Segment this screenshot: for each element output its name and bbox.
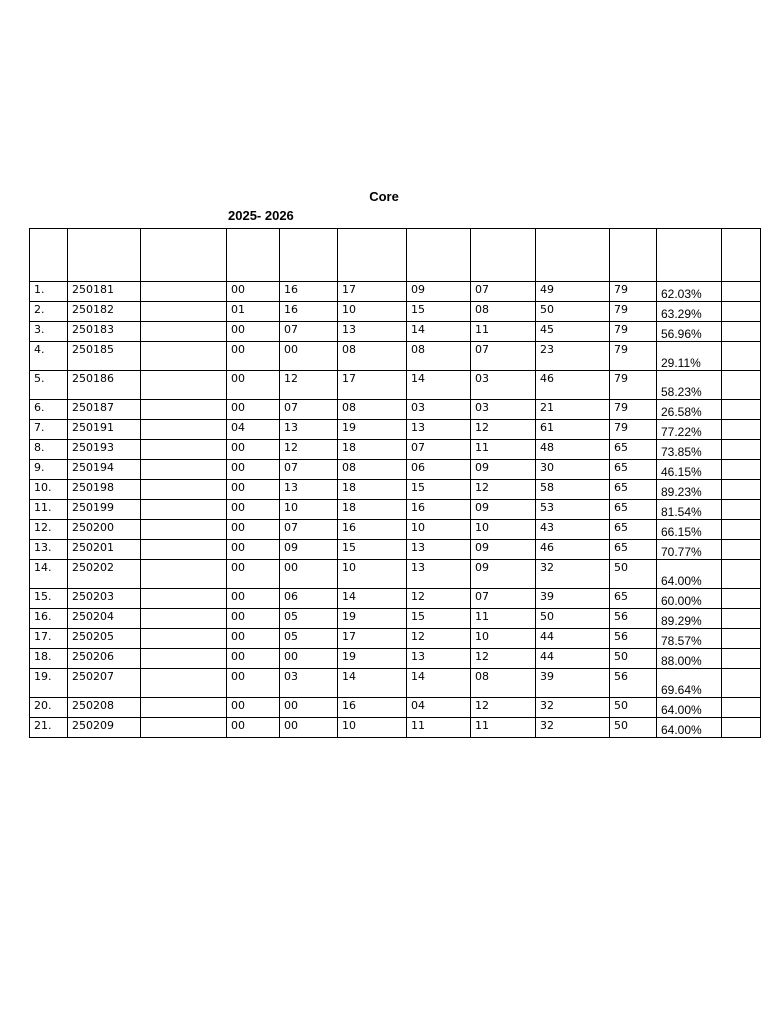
cell-max: 50 [610, 718, 657, 738]
cell-c2: 12 [280, 440, 338, 460]
table-row [30, 460, 761, 480]
cell-empty [722, 400, 761, 420]
header-subject: Core [369, 189, 399, 204]
column-header [280, 229, 338, 282]
cell-c4: 13 [407, 649, 471, 669]
cell-sr: 15. [30, 589, 68, 609]
cell-c2: 05 [280, 629, 338, 649]
cell-c5: 09 [471, 560, 536, 589]
cell-empty [722, 649, 761, 669]
cell-c4: 13 [407, 560, 471, 589]
cell-max: 65 [610, 520, 657, 540]
cell-sr: 10. [30, 480, 68, 500]
cell-c5: 10 [471, 520, 536, 540]
cell-name [141, 540, 227, 560]
cell-name [141, 520, 227, 540]
table-row [30, 698, 761, 718]
table-row [30, 560, 761, 589]
cell-total: 32 [536, 718, 610, 738]
cell-empty [722, 540, 761, 560]
cell-sr: 20. [30, 698, 68, 718]
cell-c4: 14 [407, 669, 471, 698]
cell-c1: 00 [227, 400, 280, 420]
cell-c5: 03 [471, 371, 536, 400]
cell-c1: 00 [227, 609, 280, 629]
cell-sr: 19. [30, 669, 68, 698]
cell-pct: 64.00% [657, 698, 722, 718]
cell-c1: 00 [227, 629, 280, 649]
cell-name [141, 629, 227, 649]
cell-sr: 17. [30, 629, 68, 649]
cell-name [141, 669, 227, 698]
cell-total: 45 [536, 322, 610, 342]
cell-empty [722, 460, 761, 480]
cell-c1: 00 [227, 371, 280, 400]
cell-c1: 00 [227, 649, 280, 669]
table-header-row [30, 229, 761, 282]
cell-sr: 8. [30, 440, 68, 460]
cell-name [141, 400, 227, 420]
cell-total: 39 [536, 669, 610, 698]
cell-pct: 60.00% [657, 589, 722, 609]
cell-c4: 09 [407, 282, 471, 302]
cell-c3: 08 [338, 342, 407, 371]
cell-max: 56 [610, 629, 657, 649]
cell-c5: 12 [471, 649, 536, 669]
table-row [30, 589, 761, 609]
cell-max: 65 [610, 500, 657, 520]
cell-name [141, 342, 227, 371]
cell-id: 250198 [68, 480, 141, 500]
cell-c3: 10 [338, 302, 407, 322]
cell-c3: 13 [338, 322, 407, 342]
cell-c2: 05 [280, 609, 338, 629]
cell-empty [722, 480, 761, 500]
cell-c5: 07 [471, 282, 536, 302]
cell-c2: 00 [280, 342, 338, 371]
cell-max: 79 [610, 371, 657, 400]
cell-c3: 17 [338, 282, 407, 302]
cell-c5: 09 [471, 500, 536, 520]
cell-id: 250201 [68, 540, 141, 560]
cell-name [141, 560, 227, 589]
cell-c3: 10 [338, 718, 407, 738]
column-header [68, 229, 141, 282]
cell-c5: 10 [471, 629, 536, 649]
cell-c2: 07 [280, 322, 338, 342]
column-header [471, 229, 536, 282]
cell-c1: 00 [227, 698, 280, 718]
cell-max: 79 [610, 342, 657, 371]
cell-c2: 13 [280, 480, 338, 500]
cell-c1: 00 [227, 589, 280, 609]
cell-id: 250193 [68, 440, 141, 460]
table-row [30, 282, 761, 302]
cell-max: 79 [610, 420, 657, 440]
column-header [536, 229, 610, 282]
cell-c3: 17 [338, 629, 407, 649]
cell-c4: 04 [407, 698, 471, 718]
cell-c3: 16 [338, 698, 407, 718]
cell-total: 49 [536, 282, 610, 302]
cell-max: 79 [610, 302, 657, 322]
cell-pct: 78.57% [657, 629, 722, 649]
cell-empty [722, 669, 761, 698]
table-row [30, 400, 761, 420]
cell-id: 250186 [68, 371, 141, 400]
cell-c3: 16 [338, 520, 407, 540]
cell-c1: 00 [227, 460, 280, 480]
cell-total: 44 [536, 629, 610, 649]
cell-empty [722, 322, 761, 342]
cell-id: 250199 [68, 500, 141, 520]
cell-name [141, 440, 227, 460]
cell-pct: 64.00% [657, 718, 722, 738]
cell-sr: 13. [30, 540, 68, 560]
cell-sr: 7. [30, 420, 68, 440]
column-header [30, 229, 68, 282]
cell-name [141, 698, 227, 718]
cell-c5: 03 [471, 400, 536, 420]
cell-id: 250194 [68, 460, 141, 480]
cell-c2: 07 [280, 520, 338, 540]
cell-name [141, 480, 227, 500]
cell-c3: 14 [338, 669, 407, 698]
cell-c2: 10 [280, 500, 338, 520]
cell-c3: 19 [338, 609, 407, 629]
cell-id: 250185 [68, 342, 141, 371]
cell-c5: 12 [471, 420, 536, 440]
cell-c3: 18 [338, 480, 407, 500]
cell-c4: 10 [407, 520, 471, 540]
cell-name [141, 500, 227, 520]
cell-sr: 3. [30, 322, 68, 342]
cell-total: 50 [536, 302, 610, 322]
cell-empty [722, 420, 761, 440]
cell-c5: 11 [471, 718, 536, 738]
cell-pct: 29.11% [657, 342, 722, 371]
cell-empty [722, 629, 761, 649]
cell-c4: 13 [407, 540, 471, 560]
cell-empty [722, 589, 761, 609]
cell-c4: 13 [407, 420, 471, 440]
cell-name [141, 282, 227, 302]
cell-total: 43 [536, 520, 610, 540]
cell-c2: 09 [280, 540, 338, 560]
cell-total: 48 [536, 440, 610, 460]
cell-c5: 11 [471, 322, 536, 342]
cell-sr: 6. [30, 400, 68, 420]
cell-total: 21 [536, 400, 610, 420]
cell-id: 250205 [68, 629, 141, 649]
table-row [30, 649, 761, 669]
cell-pct: 63.29% [657, 302, 722, 322]
cell-id: 250202 [68, 560, 141, 589]
cell-empty [722, 342, 761, 371]
cell-c5: 12 [471, 480, 536, 500]
cell-sr: 11. [30, 500, 68, 520]
cell-c1: 00 [227, 342, 280, 371]
cell-c3: 14 [338, 589, 407, 609]
cell-max: 65 [610, 480, 657, 500]
cell-c2: 12 [280, 371, 338, 400]
cell-pct: 62.03% [657, 282, 722, 302]
cell-pct: 77.22% [657, 420, 722, 440]
table-row [30, 440, 761, 460]
cell-empty [722, 500, 761, 520]
cell-pct: 89.23% [657, 480, 722, 500]
cell-pct: 58.23% [657, 371, 722, 400]
cell-c2: 06 [280, 589, 338, 609]
column-header [610, 229, 657, 282]
table-row [30, 322, 761, 342]
table-body [30, 282, 761, 738]
cell-sr: 12. [30, 520, 68, 540]
column-header [657, 229, 722, 282]
cell-max: 79 [610, 282, 657, 302]
cell-empty [722, 560, 761, 589]
cell-total: 46 [536, 540, 610, 560]
table-row [30, 500, 761, 520]
cell-id: 250209 [68, 718, 141, 738]
attendance-table [29, 228, 761, 738]
cell-total: 39 [536, 589, 610, 609]
cell-pct: 69.64% [657, 669, 722, 698]
cell-pct: 26.58% [657, 400, 722, 420]
cell-id: 250187 [68, 400, 141, 420]
cell-c4: 14 [407, 371, 471, 400]
cell-pct: 88.00% [657, 649, 722, 669]
cell-c2: 16 [280, 282, 338, 302]
cell-total: 53 [536, 500, 610, 520]
cell-sr: 4. [30, 342, 68, 371]
cell-c3: 18 [338, 440, 407, 460]
cell-c5: 07 [471, 589, 536, 609]
cell-c2: 03 [280, 669, 338, 698]
cell-c1: 01 [227, 302, 280, 322]
cell-total: 32 [536, 560, 610, 589]
cell-c4: 15 [407, 302, 471, 322]
cell-name [141, 420, 227, 440]
table-row [30, 520, 761, 540]
cell-id: 250203 [68, 589, 141, 609]
table-row [30, 420, 761, 440]
table-row [30, 540, 761, 560]
cell-id: 250191 [68, 420, 141, 440]
cell-max: 56 [610, 609, 657, 629]
cell-total: 32 [536, 698, 610, 718]
cell-id: 250200 [68, 520, 141, 540]
cell-c4: 08 [407, 342, 471, 371]
cell-max: 56 [610, 669, 657, 698]
cell-c1: 00 [227, 500, 280, 520]
cell-c3: 19 [338, 420, 407, 440]
cell-id: 250207 [68, 669, 141, 698]
cell-id: 250181 [68, 282, 141, 302]
cell-empty [722, 609, 761, 629]
cell-c2: 07 [280, 400, 338, 420]
cell-pct: 46.15% [657, 460, 722, 480]
table-row [30, 609, 761, 629]
cell-pct: 89.29% [657, 609, 722, 629]
cell-c5: 09 [471, 460, 536, 480]
cell-c1: 00 [227, 669, 280, 698]
cell-sr: 21. [30, 718, 68, 738]
cell-total: 50 [536, 609, 610, 629]
column-header [227, 229, 280, 282]
cell-name [141, 649, 227, 669]
cell-c1: 00 [227, 540, 280, 560]
table-row [30, 342, 761, 371]
cell-pct: 64.00% [657, 560, 722, 589]
cell-name [141, 609, 227, 629]
cell-c5: 12 [471, 698, 536, 718]
cell-c4: 07 [407, 440, 471, 460]
cell-c4: 12 [407, 629, 471, 649]
cell-c4: 16 [407, 500, 471, 520]
cell-c1: 00 [227, 282, 280, 302]
cell-c2: 00 [280, 560, 338, 589]
cell-empty [722, 520, 761, 540]
cell-empty [722, 302, 761, 322]
cell-total: 46 [536, 371, 610, 400]
cell-c3: 10 [338, 560, 407, 589]
academic-year: 2025- 2026 [228, 208, 294, 223]
table-row [30, 302, 761, 322]
cell-max: 65 [610, 589, 657, 609]
cell-sr: 5. [30, 371, 68, 400]
cell-id: 250206 [68, 649, 141, 669]
table-row [30, 718, 761, 738]
table-row [30, 480, 761, 500]
cell-pct: 56.96% [657, 322, 722, 342]
cell-c1: 00 [227, 718, 280, 738]
cell-c3: 18 [338, 500, 407, 520]
cell-c3: 17 [338, 371, 407, 400]
cell-c1: 00 [227, 480, 280, 500]
cell-c4: 12 [407, 589, 471, 609]
cell-c3: 08 [338, 400, 407, 420]
cell-c5: 11 [471, 609, 536, 629]
cell-id: 250208 [68, 698, 141, 718]
table-row [30, 629, 761, 649]
cell-c2: 00 [280, 698, 338, 718]
column-header [722, 229, 761, 282]
cell-max: 65 [610, 460, 657, 480]
cell-c5: 08 [471, 669, 536, 698]
cell-name [141, 589, 227, 609]
column-header [338, 229, 407, 282]
cell-total: 44 [536, 649, 610, 669]
cell-c4: 15 [407, 480, 471, 500]
cell-sr: 16. [30, 609, 68, 629]
cell-total: 23 [536, 342, 610, 371]
cell-c4: 15 [407, 609, 471, 629]
cell-c3: 19 [338, 649, 407, 669]
cell-c4: 14 [407, 322, 471, 342]
cell-c1: 00 [227, 520, 280, 540]
cell-c1: 04 [227, 420, 280, 440]
column-header [407, 229, 471, 282]
cell-max: 50 [610, 560, 657, 589]
cell-pct: 70.77% [657, 540, 722, 560]
cell-name [141, 718, 227, 738]
cell-c2: 13 [280, 420, 338, 440]
cell-pct: 73.85% [657, 440, 722, 460]
cell-pct: 66.15% [657, 520, 722, 540]
cell-id: 250182 [68, 302, 141, 322]
cell-c4: 06 [407, 460, 471, 480]
cell-sr: 2. [30, 302, 68, 322]
cell-c3: 08 [338, 460, 407, 480]
cell-c5: 08 [471, 302, 536, 322]
cell-total: 58 [536, 480, 610, 500]
cell-sr: 14. [30, 560, 68, 589]
cell-c4: 11 [407, 718, 471, 738]
cell-c1: 00 [227, 322, 280, 342]
cell-max: 65 [610, 540, 657, 560]
cell-max: 50 [610, 649, 657, 669]
cell-name [141, 460, 227, 480]
cell-c5: 09 [471, 540, 536, 560]
cell-c5: 07 [471, 342, 536, 371]
cell-c2: 00 [280, 649, 338, 669]
cell-id: 250183 [68, 322, 141, 342]
cell-sr: 9. [30, 460, 68, 480]
cell-name [141, 322, 227, 342]
cell-empty [722, 371, 761, 400]
cell-max: 79 [610, 400, 657, 420]
table-row [30, 371, 761, 400]
cell-sr: 18. [30, 649, 68, 669]
cell-max: 50 [610, 698, 657, 718]
cell-c4: 03 [407, 400, 471, 420]
cell-empty [722, 440, 761, 460]
cell-c1: 00 [227, 440, 280, 460]
cell-total: 61 [536, 420, 610, 440]
table-row [30, 669, 761, 698]
cell-empty [722, 282, 761, 302]
cell-empty [722, 698, 761, 718]
cell-name [141, 371, 227, 400]
cell-max: 79 [610, 322, 657, 342]
cell-total: 30 [536, 460, 610, 480]
cell-c2: 07 [280, 460, 338, 480]
cell-sr: 1. [30, 282, 68, 302]
cell-c5: 11 [471, 440, 536, 460]
cell-c2: 00 [280, 718, 338, 738]
cell-max: 65 [610, 440, 657, 460]
column-header [141, 229, 227, 282]
cell-empty [722, 718, 761, 738]
cell-id: 250204 [68, 609, 141, 629]
cell-c1: 00 [227, 560, 280, 589]
cell-c2: 16 [280, 302, 338, 322]
cell-name [141, 302, 227, 322]
cell-pct: 81.54% [657, 500, 722, 520]
cell-c3: 15 [338, 540, 407, 560]
